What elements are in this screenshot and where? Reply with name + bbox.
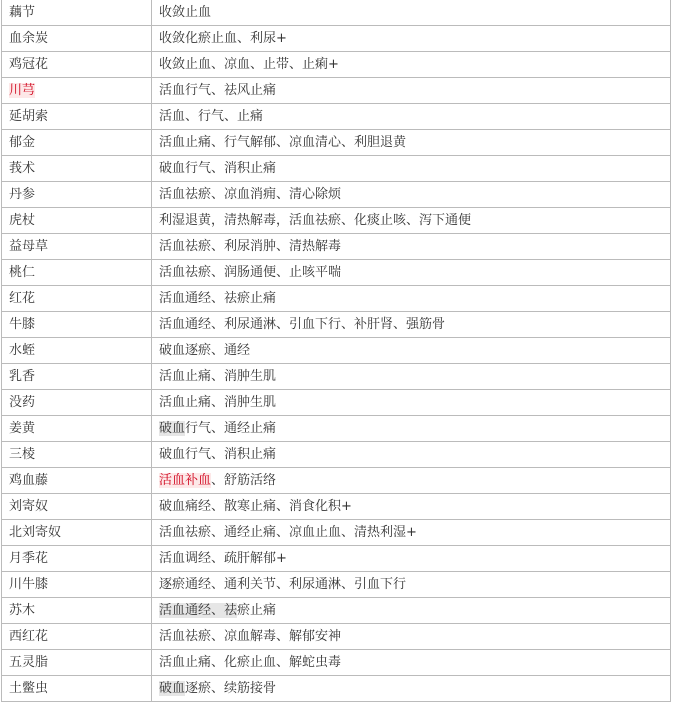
herb-effects-table (1, 0, 671, 702)
herb-effect-cell: 活血祛瘀、润肠通便、止咳平喘 (152, 260, 671, 286)
herb-effect-cell (152, 676, 671, 702)
herb-name-cell: 丹参 (2, 182, 152, 208)
highlighted-effect-text: 活血通经、祛 (159, 603, 238, 618)
herb-effect-cell: 活血止痛、消肿生肌 (152, 364, 671, 390)
table-row (2, 468, 671, 494)
herb-table-body (2, 0, 671, 702)
table-row (2, 312, 671, 338)
herb-name-cell: 川牛膝 (2, 572, 152, 598)
effect-text: 瘀止痛 (237, 603, 277, 618)
table-row (2, 286, 671, 312)
herb-name-cell: 姜黄 (2, 416, 152, 442)
herb-effect-cell (152, 468, 671, 494)
table-row (2, 130, 671, 156)
herb-name-cell: 没药 (2, 390, 152, 416)
herb-name-cell: 莪术 (2, 156, 152, 182)
table-row (2, 520, 671, 546)
herb-name-cell: 土鳖虫 (2, 676, 152, 702)
herb-effect-cell: 活血通经、利尿通淋、引血下行、补肝肾、强筋骨 (152, 312, 671, 338)
effect-text: 行气、通经止痛 (185, 421, 277, 436)
herb-name-cell: 月季花 (2, 546, 152, 572)
highlighted-effect-text: 破血 (159, 421, 186, 436)
herb-effect-cell (152, 598, 671, 624)
herb-effect-cell: 活血通经、祛瘀止痛 (152, 286, 671, 312)
table-row (2, 624, 671, 650)
herb-effect-cell: 活血祛瘀、通经止痛、凉血止血、清热利湿+ (152, 520, 671, 546)
table-row (2, 156, 671, 182)
table-row (2, 390, 671, 416)
table-row (2, 598, 671, 624)
herb-effect-cell: 破血痛经、散寒止痛、消食化积+ (152, 494, 671, 520)
table-row (2, 364, 671, 390)
herb-effect-cell: 活血止痛、化瘀止血、解蛇虫毒 (152, 650, 671, 676)
table-row (2, 546, 671, 572)
herb-name-cell: 红花 (2, 286, 152, 312)
table-row (2, 52, 671, 78)
table-row (2, 0, 671, 26)
herb-name-cell: 乳香 (2, 364, 152, 390)
herb-effect-cell: 破血行气、消积止痛 (152, 442, 671, 468)
table-row (2, 104, 671, 130)
herb-name-cell (2, 78, 152, 104)
herb-name-cell: 血余炭 (2, 26, 152, 52)
herb-name-cell: 牛膝 (2, 312, 152, 338)
table-row (2, 676, 671, 702)
herb-name-cell: 北刘寄奴 (2, 520, 152, 546)
highlighted-effect-text: 破血 (159, 681, 186, 696)
herb-effect-cell: 逐瘀通经、通利关节、利尿通淋、引血下行 (152, 572, 671, 598)
herb-effect-cell: 活血止痛、行气解郁、凉血清心、利胆退黄 (152, 130, 671, 156)
highlighted-herb-name: 川芎 (9, 83, 36, 98)
effect-text: 、舒筋活络 (211, 473, 277, 488)
herb-name-cell: 益母草 (2, 234, 152, 260)
herb-name-cell: 延胡索 (2, 104, 152, 130)
highlighted-effect-text: 活血补血 (159, 473, 212, 488)
herb-name-cell: 三棱 (2, 442, 152, 468)
table-row (2, 338, 671, 364)
herb-name-cell: 藕节 (2, 0, 152, 26)
herb-effect-cell: 收敛止血、凉血、止带、止痢+ (152, 52, 671, 78)
table-row (2, 442, 671, 468)
table-row (2, 416, 671, 442)
table-row (2, 494, 671, 520)
table-row (2, 182, 671, 208)
table-row (2, 26, 671, 52)
herb-effect-cell: 活血、行气、止痛 (152, 104, 671, 130)
herb-effect-cell: 利湿退黄，清热解毒，活血祛瘀、化痰止咳、泻下通便 (152, 208, 671, 234)
table-row (2, 572, 671, 598)
herb-effect-cell: 活血行气、祛风止痛 (152, 78, 671, 104)
herb-name-cell: 水蛭 (2, 338, 152, 364)
herb-effect-cell: 活血祛瘀、利尿消肿、清热解毒 (152, 234, 671, 260)
effect-text: 逐瘀、续筋接骨 (185, 681, 277, 696)
herb-name-cell: 郁金 (2, 130, 152, 156)
herb-effect-cell: 活血止痛、消肿生肌 (152, 390, 671, 416)
herb-effect-cell: 活血祛瘀、凉血解毒、解郁安神 (152, 624, 671, 650)
herb-effect-cell: 收敛止血 (152, 0, 671, 26)
herb-name-cell: 西红花 (2, 624, 152, 650)
herb-name-cell: 虎杖 (2, 208, 152, 234)
table-row (2, 78, 671, 104)
herb-name-cell: 刘寄奴 (2, 494, 152, 520)
herb-effect-cell: 破血行气、消积止痛 (152, 156, 671, 182)
table-row (2, 208, 671, 234)
herb-name-cell: 鸡血藤 (2, 468, 152, 494)
herb-effect-cell: 活血调经、疏肝解郁+ (152, 546, 671, 572)
table-row (2, 234, 671, 260)
herb-name-cell: 桃仁 (2, 260, 152, 286)
herb-effect-cell: 破血逐瘀、通经 (152, 338, 671, 364)
herb-name-cell: 苏木 (2, 598, 152, 624)
herb-name-cell: 五灵脂 (2, 650, 152, 676)
table-row (2, 650, 671, 676)
table-row (2, 260, 671, 286)
herb-effect-cell (152, 416, 671, 442)
herb-name-cell: 鸡冠花 (2, 52, 152, 78)
herb-effect-cell: 收敛化瘀止血、利尿+ (152, 26, 671, 52)
herb-effect-cell: 活血祛瘀、凉血消痈、清心除烦 (152, 182, 671, 208)
